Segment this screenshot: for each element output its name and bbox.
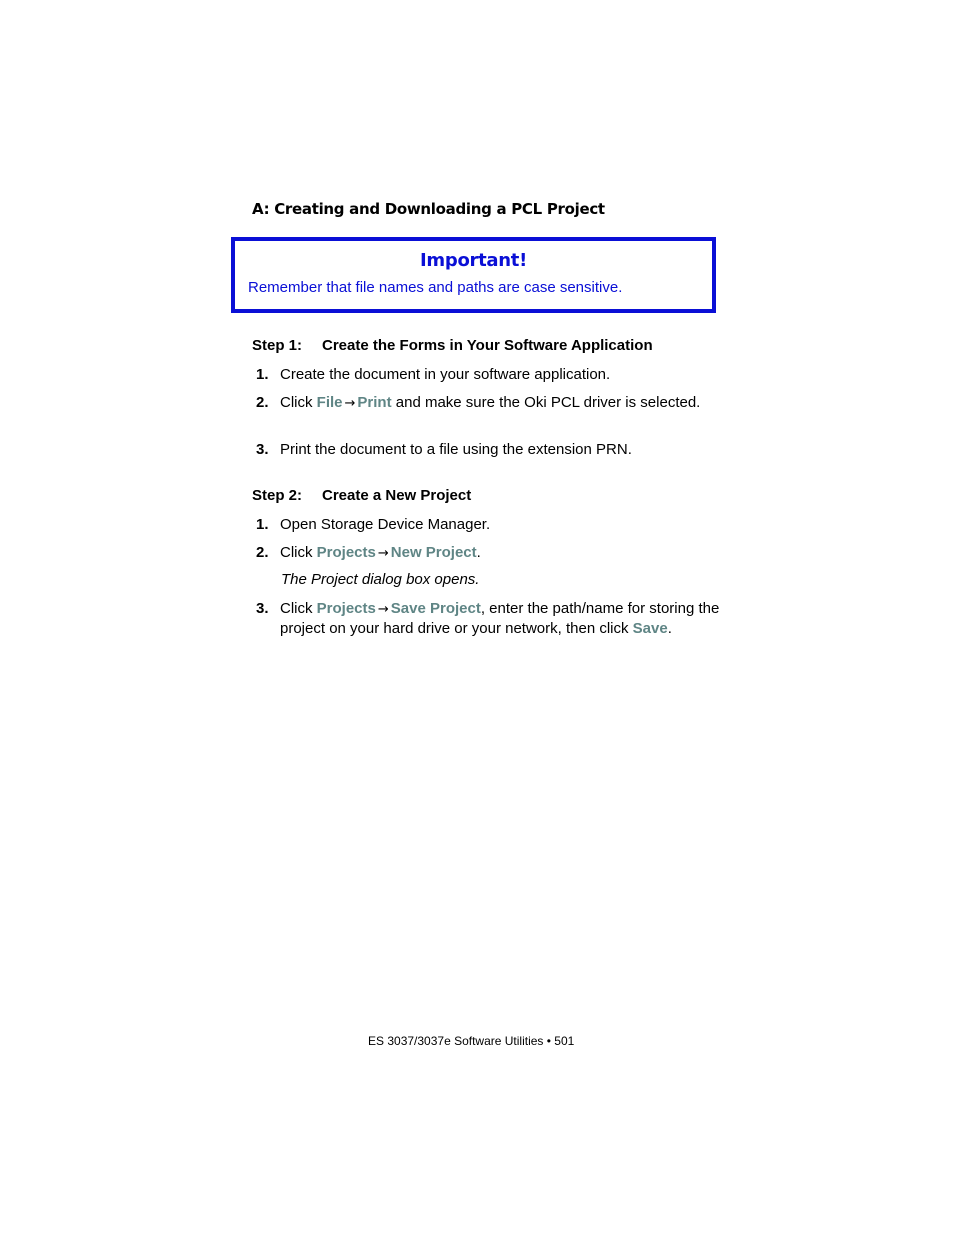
list-item-number: 1. [256,366,269,383]
text-fragment: . [476,544,481,561]
step1-title: Create the Forms in Your Software Application [322,337,653,354]
list-item [256,515,726,534]
list-item-number: 2. [256,544,269,561]
list-item-number: 2. [256,394,269,411]
menu-reference-print: Print [357,394,392,411]
page-footer: ES 3037/3037e Software Utilities • 501 [368,1034,575,1048]
list-item-text [280,599,726,638]
step1-heading [252,337,653,354]
menu-reference-projects: Projects [316,544,376,561]
list-item-number: 3. [256,600,269,617]
list-item-number: 1. [256,516,269,533]
text-fragment: and make sure the Oki PCL driver is selected. [391,394,701,411]
list-item [256,365,726,384]
step1-label: Step 1: [252,337,303,354]
menu-reference-save-project: Save Project [390,600,481,617]
step2-heading [252,487,471,504]
list-item-text [280,393,726,413]
text-fragment: Click [280,544,317,561]
important-title: Important! [420,250,527,271]
step2-label: Step 2: [252,487,303,504]
list-item-number: 3. [256,441,269,458]
text-fragment: Click [280,394,317,411]
list-item-text: Print the document to a file using the extension PRN. [280,441,632,458]
list-item [256,543,726,563]
text-fragment: , enter the path/name for storing the project on your hard drive or your network, then click [280,600,720,637]
list-item [256,393,726,413]
section-title: A: Creating and Downloading a PCL Project [252,200,605,218]
list-item [256,440,726,459]
text-fragment: . [667,620,672,637]
button-reference-save: Save [632,620,668,637]
menu-reference-file: File [316,394,343,411]
text-fragment: Click [280,600,317,617]
menu-arrow: → [377,546,389,561]
menu-reference-projects: Projects [316,600,376,617]
step-note: The Project dialog box opens. [281,571,480,588]
menu-arrow: → [377,602,389,617]
step2-title: Create a New Project [322,487,472,504]
important-callout [231,237,716,313]
important-text: Remember that file names and paths are case sensitive. [248,279,623,296]
list-item-text [280,543,726,563]
list-item-text: Open Storage Device Manager. [280,516,491,533]
menu-reference-new-project: New Project [390,544,477,561]
list-item [256,599,726,638]
list-item-text: Create the document in your software application. [280,366,611,383]
menu-arrow: → [344,396,356,411]
